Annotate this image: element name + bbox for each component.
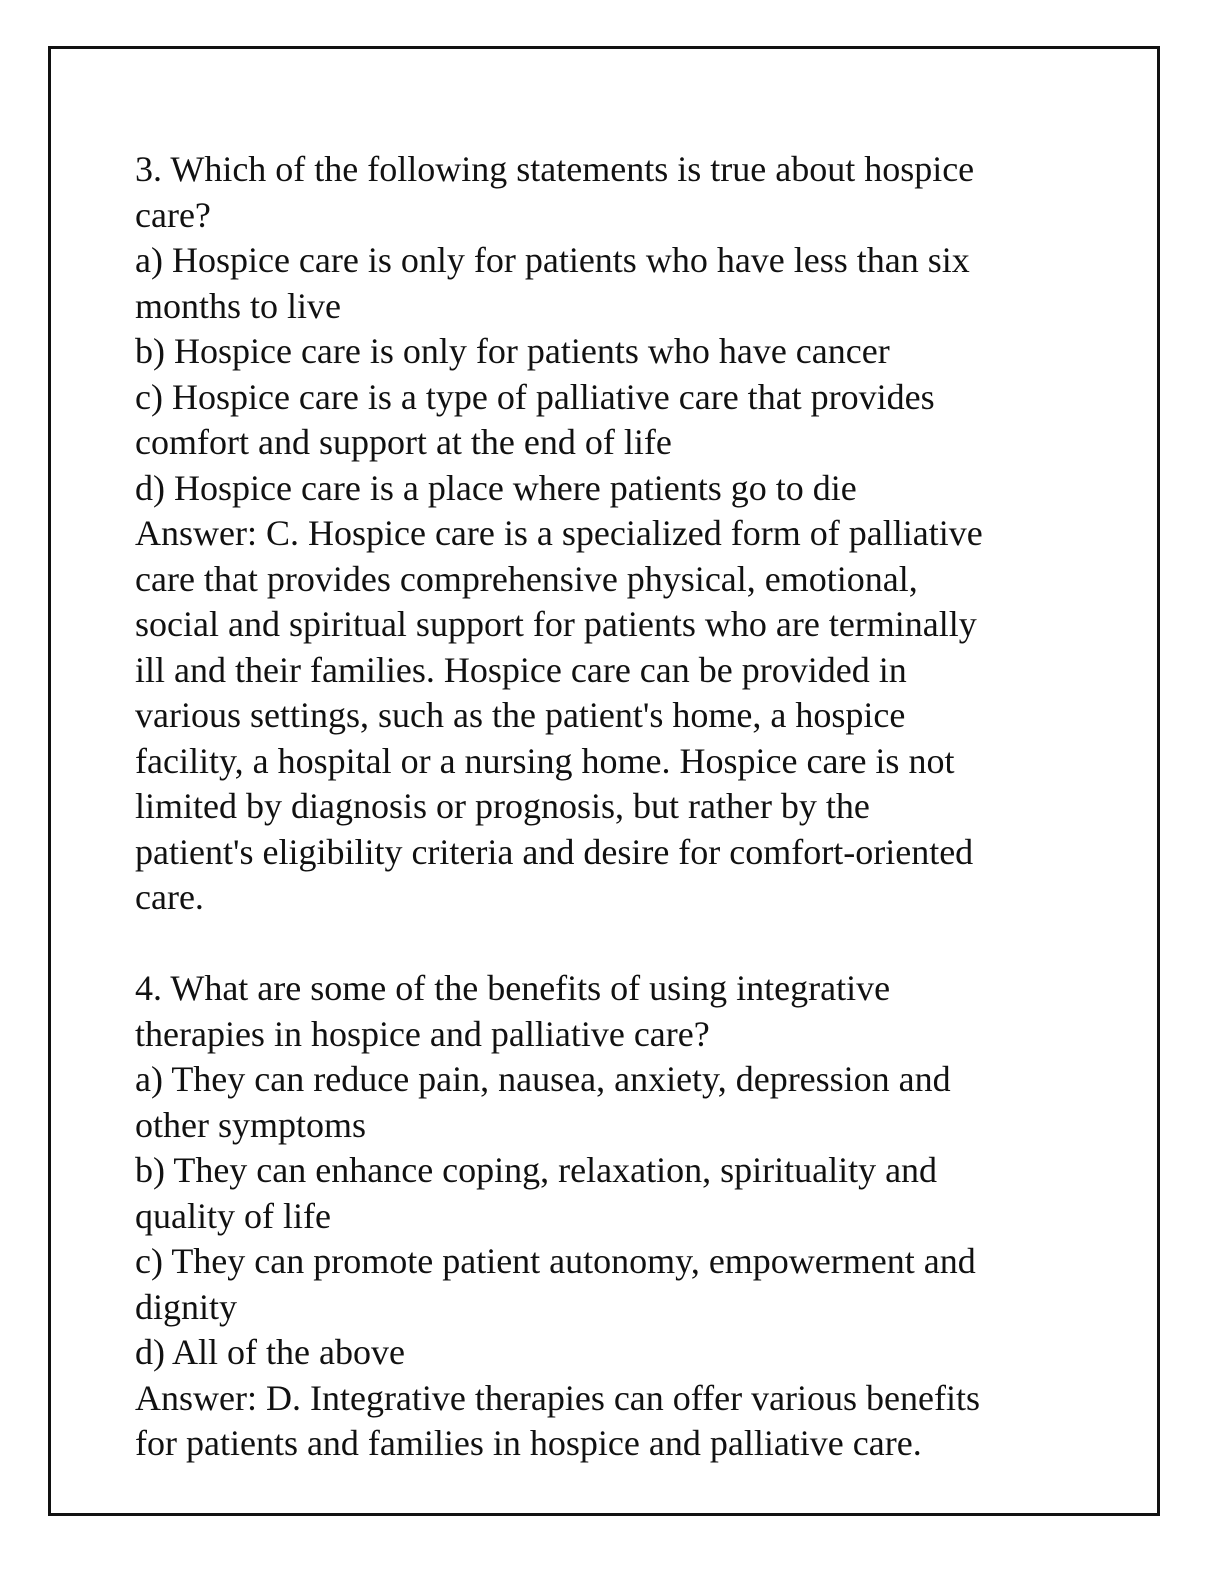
answer-line: ill and their families. Hospice care can be provided in [135,649,907,690]
document-body [135,147,1095,1467]
answer-line: Answer: C. Hospice care is a specialized form of palliative [135,513,983,553]
option-a-line: months to live [135,285,341,326]
question-3 [135,147,1095,921]
answer-line: facility, a hospital or a nursing home. Hospice care is not [135,740,955,781]
option-c-line: c) Hospice care is a type of palliative care that provides [135,376,935,417]
option-a-line: a) Hospice care is only for patients who have less than six [135,240,970,280]
option-a-line: a) They can reduce pain, nausea, anxiety, depression and [135,1059,951,1099]
answer-line: patient's eligibility criteria and desire for comfort-oriented [135,831,974,872]
option-c-line: dignity [135,1286,238,1327]
answer-line: Answer: D. Integrative therapies can offer various benefits [135,1377,981,1418]
question-3-line: 3. Which of the following statements is true about hospice [135,149,975,189]
answer-line: social and spiritual support for patients who are terminally [135,604,977,644]
question-4-line: 4. What are some of the benefits of using integrative [135,968,891,1008]
option-d-line: d) Hospice care is a place where patients go to die [135,467,857,508]
option-a-line: other symptoms [135,1104,366,1145]
question-4-line: therapies in hospice and palliative care? [135,1013,710,1054]
question-4 [135,966,1095,1467]
option-b-line: quality of life [135,1195,331,1236]
answer-line: care. [135,877,204,917]
option-c-line: comfort and support at the end of life [135,422,672,462]
answer-line: for patients and families in hospice and palliative care. [135,1423,922,1463]
option-d-line: d) All of the above [135,1332,405,1372]
question-3-line: care? [135,194,211,235]
answer-line: limited by diagnosis or prognosis, but rather by the [135,786,870,826]
option-b-line: b) Hospice care is only for patients who have cancer [135,331,890,371]
answer-line: care that provides comprehensive physical, emotional, [135,558,918,599]
page-frame [48,46,1160,1516]
paragraph-gap [135,921,1095,967]
answer-line: various settings, such as the patient's home, a hospice [135,695,906,735]
option-b-line: b) They can enhance coping, relaxation, spirituality and [135,1150,938,1190]
option-c-line: c) They can promote patient autonomy, empowerment and [135,1241,976,1281]
